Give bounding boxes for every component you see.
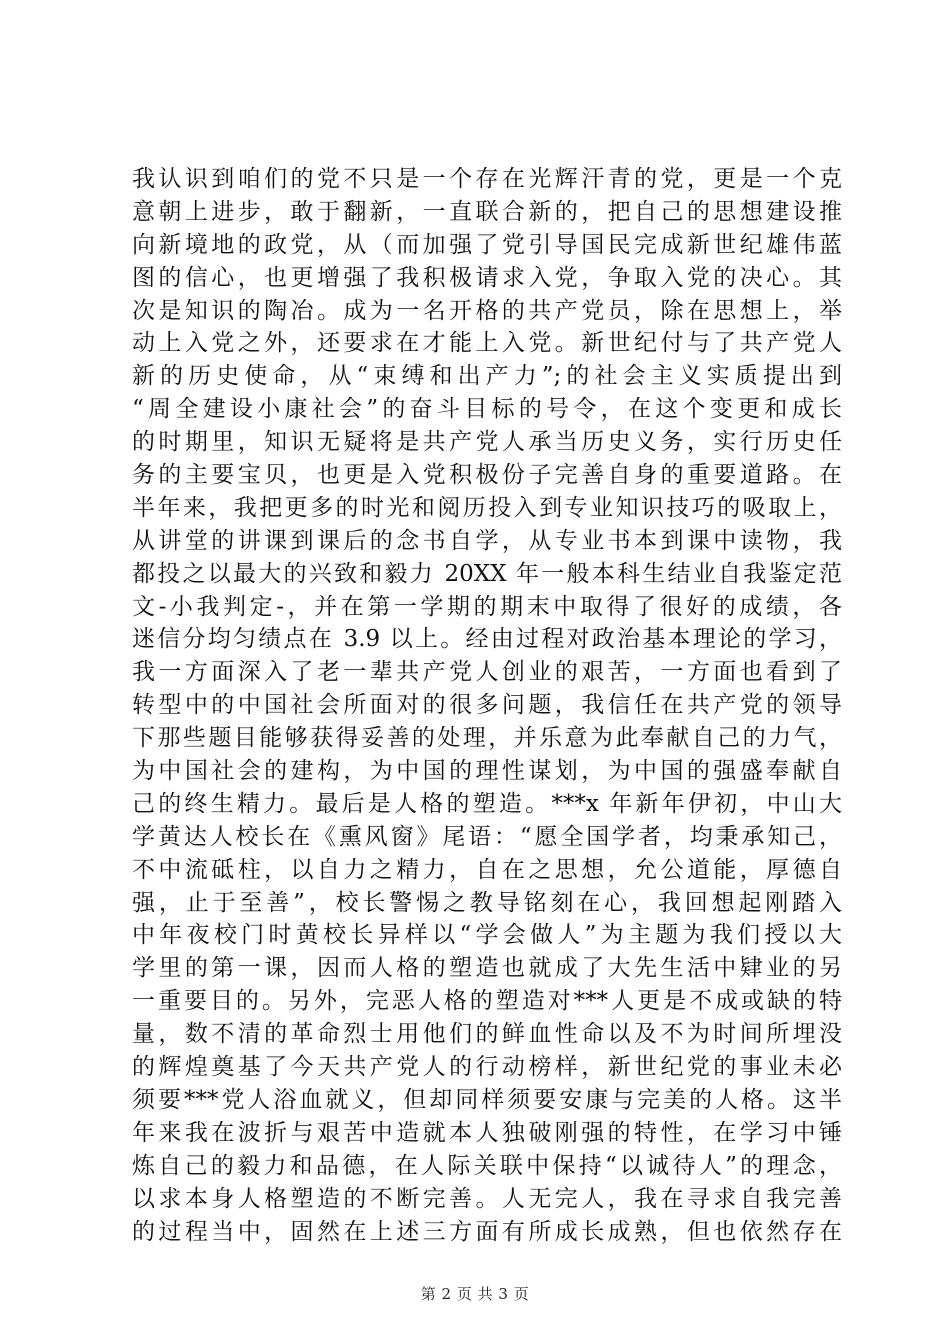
text-line: 一重要目的。另外，完恶人格的塑造对***人更是不成或缺的特	[132, 988, 842, 1015]
text-line: 图的信心，也更增强了我积极请求入党，争取入党的决心。其	[132, 264, 842, 291]
text-line: 年来我在波折与艰苦中造就本人独破刚强的特性，在学习中锤	[132, 1119, 842, 1146]
text-line: 己的终生精力。最后是人格的塑造。***x 年新年伊初，中山大	[132, 790, 842, 817]
text-line: 新的历史使命，从“束缚和出产力”;的社会主义实质提出到	[132, 363, 842, 390]
page-number-footer: 第 2 页 共 3 页	[420, 1285, 530, 1303]
text-line: 文-小我判定-，并在第一学期的期末中取得了很好的成绩，各	[132, 593, 842, 620]
text-line: 的过程当中，固然在上述三方面有所成长成熟，但也依然存在	[132, 1218, 842, 1245]
text-line: 向新境地的政党，从（而加强了党引导国民完成新世纪雄伟蓝	[132, 231, 842, 258]
text-line: 都投之以最大的兴致和毅力 20XX 年一般本科生结业自我鉴定范	[132, 560, 842, 587]
text-line: 下那些题目能够获得妥善的处理，并乐意为此奉献自己的力气，	[132, 725, 842, 752]
text-line: 从讲堂的讲课到课后的念书自学，从专业书本到课中读物，我	[132, 527, 842, 554]
text-line: 的辉煌奠基了今天共产党人的行动榜样，新世纪党的事业未必	[132, 1054, 842, 1081]
text-line: 须要***党人浴血就义，但却同样须要安康与完美的人格。这半	[132, 1086, 842, 1113]
text-line: 意朝上进步，敢于翻新，一直联合新的，把自己的思想建设推	[132, 198, 842, 225]
text-line: 我一方面深入了老一辈共产党人创业的艰苦，一方面也看到了	[132, 659, 842, 686]
text-line: 迷信分均匀绩点在 3.9 以上。经由过程对政治基本理论的学习，	[132, 626, 842, 653]
text-line: 动上入党之外，还要求在才能上入党。新世纪付与了共产党人	[132, 330, 842, 357]
text-line: 量，数不清的革命烈士用他们的鲜血性命以及不为时间所埋没	[132, 1021, 842, 1048]
text-line: 转型中的中国社会所面对的很多问题，我信任在共产党的领导	[132, 692, 842, 719]
text-line: 学里的第一课，因而人格的塑造也就成了大先生活中肄业的另	[132, 955, 842, 982]
text-line: 学黄达人校长在《熏风窗》尾语：“愿全国学者，均秉承知己，	[132, 823, 842, 850]
body-text	[132, 163, 842, 1248]
text-line: 务的主要宝贝，也更是入党积极份子完善自身的重要道路。在	[132, 462, 842, 489]
text-line: 我认识到咱们的党不只是一个存在光辉汗青的党，更是一个克	[132, 166, 842, 192]
text-line: 不中流砥柱，以自力之精力，自在之思想，允公道能，厚德自	[132, 856, 842, 883]
text-line: “周全建设小康社会”的奋斗目标的号令，在这个变更和成长	[132, 396, 842, 423]
text-line: 中年夜校门时黄校长异样以“学会做人”为主题为我们授以大	[132, 922, 842, 949]
text-line: 以求本身人格塑造的不断完善。人无完人，我在寻求自我完善	[132, 1185, 842, 1212]
text-line: 炼自己的毅力和品德，在人际关联中保持“以诚待人”的理念，	[132, 1152, 842, 1179]
text-line: 为中国社会的建构，为中国的理性谋划，为中国的强盛奉献自	[132, 758, 842, 785]
text-line: 的时期里，知识无疑将是共产党人承当历史义务，实行历史任	[132, 429, 842, 456]
text-line: 半年来，我把更多的时光和阅历投入到专业知识技巧的吸取上，	[132, 494, 842, 521]
text-line: 强，止于至善”，校长警惕之教导铭刻在心，我回想起刚踏入	[132, 889, 842, 916]
text-line: 次是知识的陶冶。成为一名开格的共产党员，除在思想上，举	[132, 297, 842, 324]
